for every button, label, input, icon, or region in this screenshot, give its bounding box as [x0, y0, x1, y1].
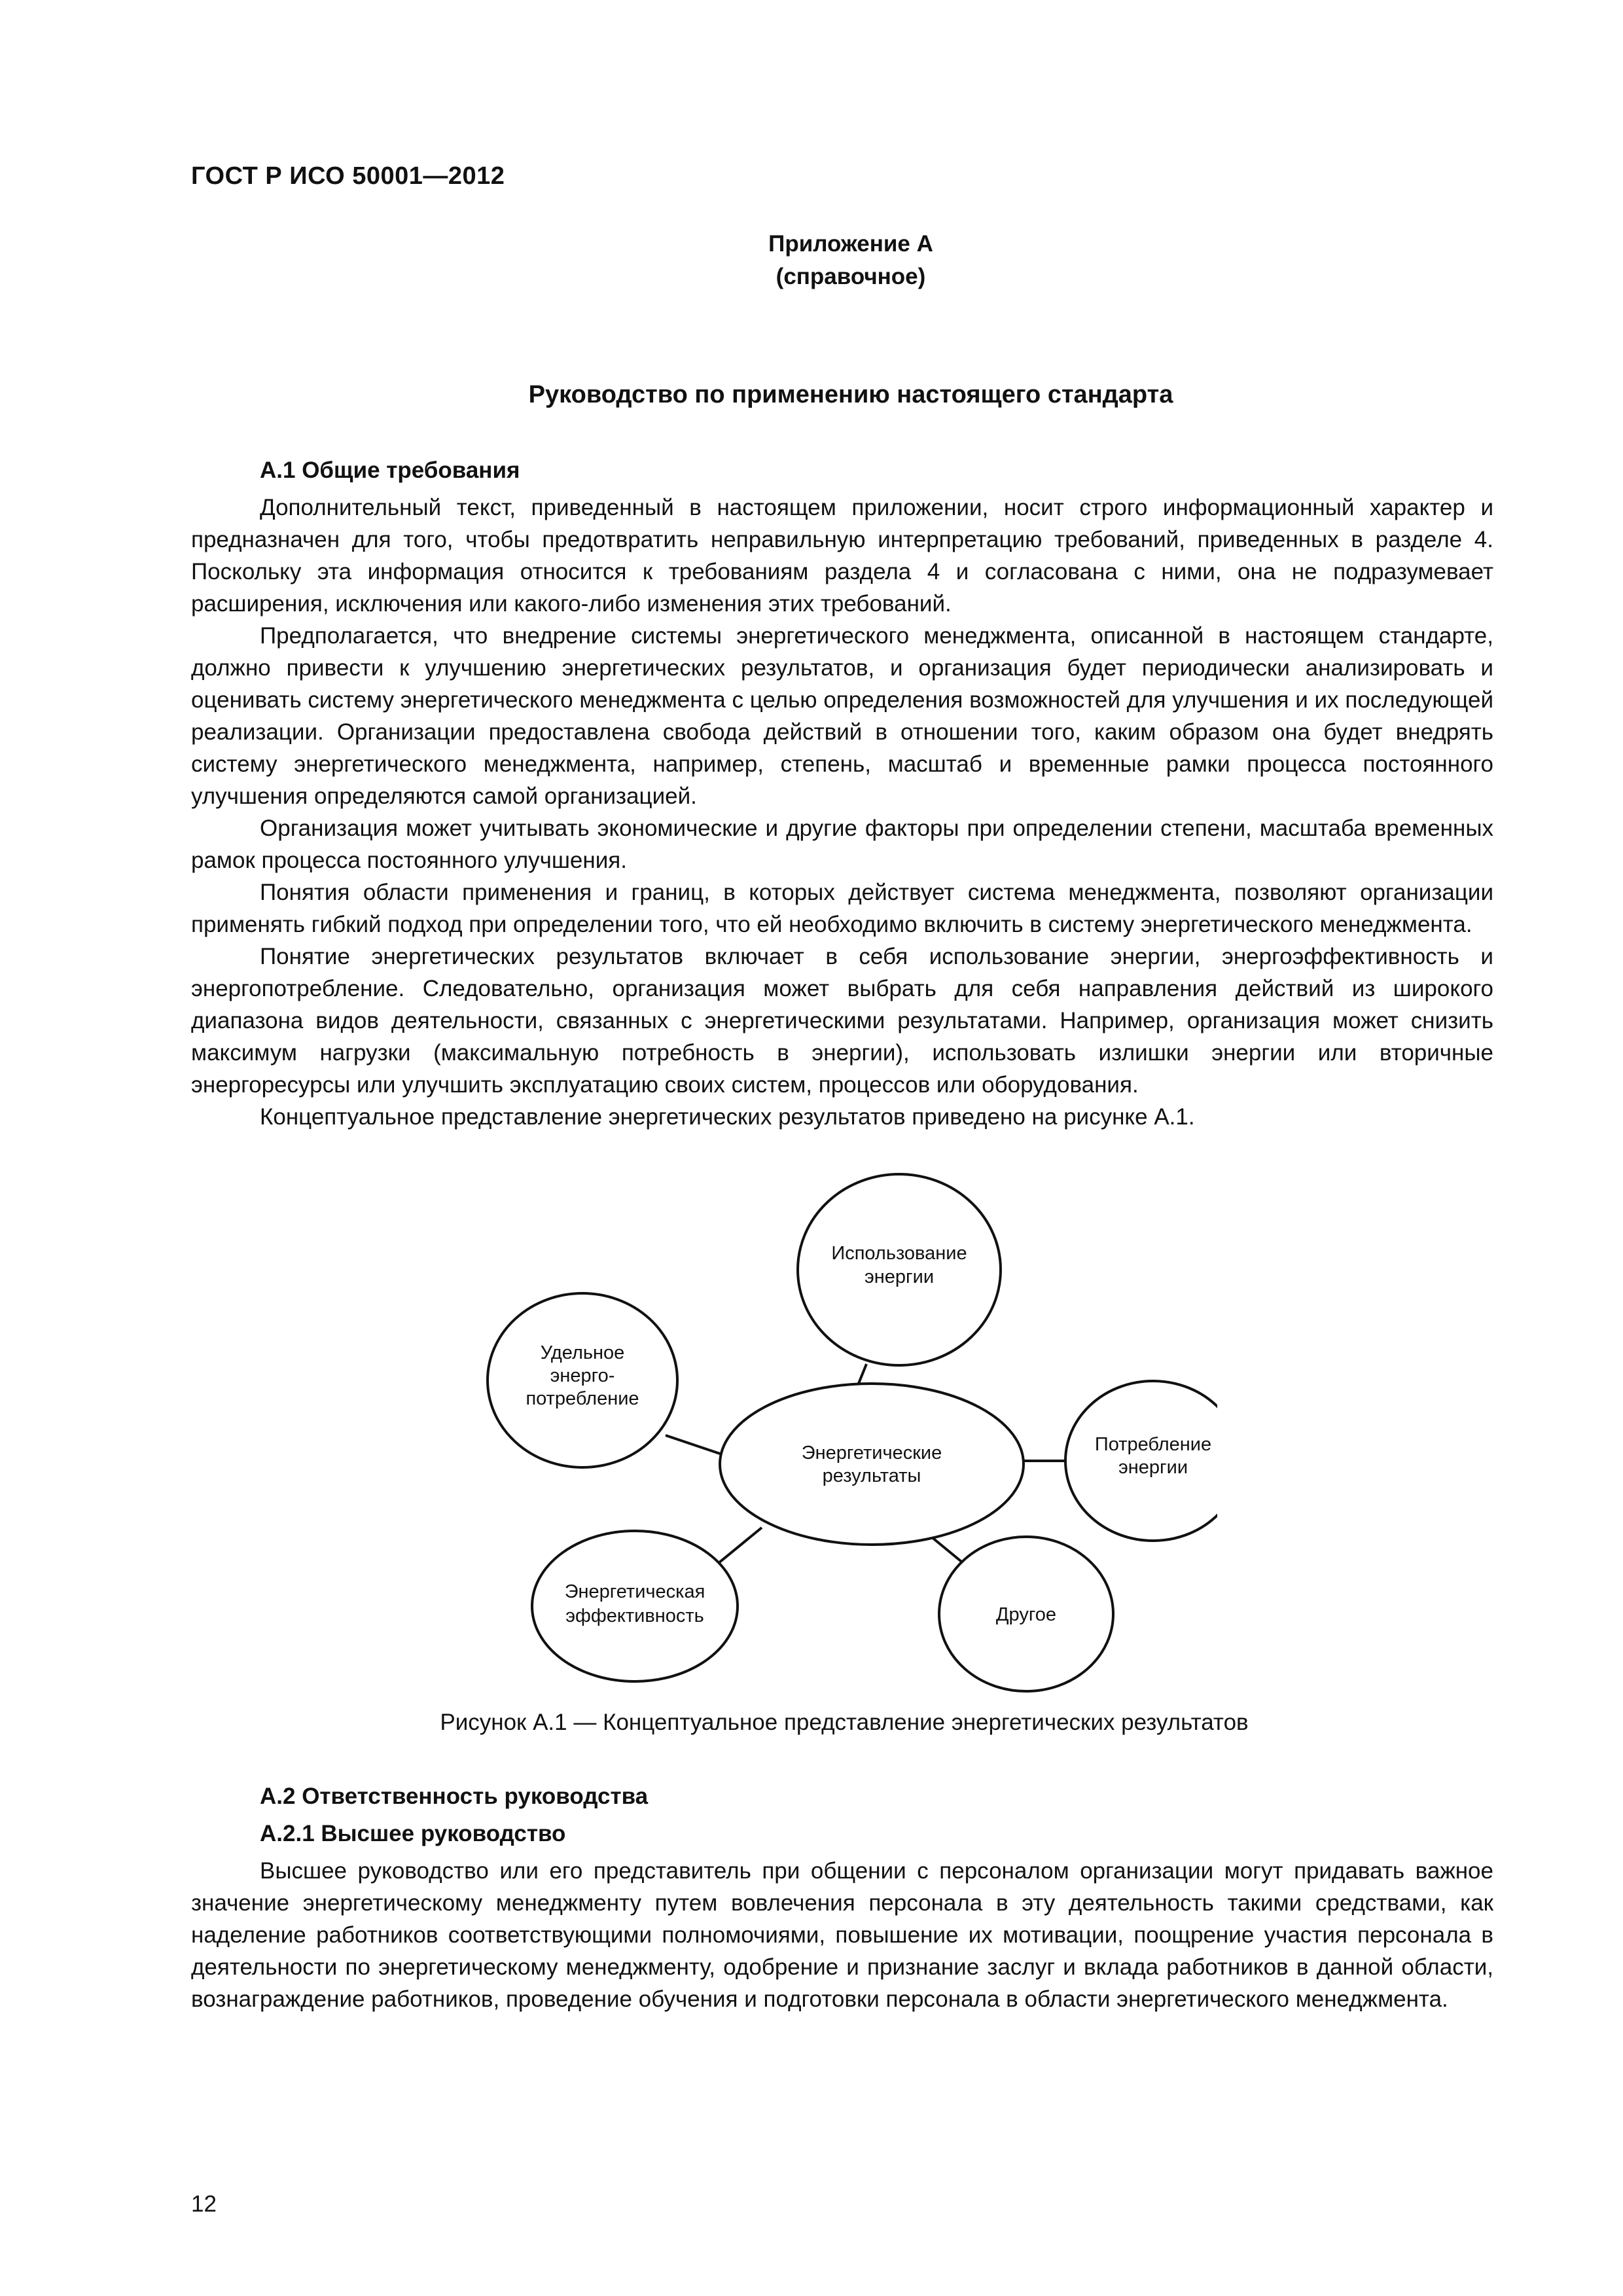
- paragraph: Предполагается, что внедрение системы энергетического менеджмента, описанной в настоящем стандарте, должно привести к улучшению энергетических результатов, и организация будет периодически анализировать и оценивать систему энергетического менеджмента с целью определения возможностей для улучшения и их последующей реализации. Организации предоставлена свобода действий в отношении того, каким образом она будет внедрять систему энергетического менеджмента, например, степень, масштаб и временные рамки процесса постоянного улучшения определяются самой организацией.: [191, 623, 1493, 809]
- document-code: ГОСТ Р ИСО 50001—2012: [191, 162, 505, 190]
- annex-label: [589, 228, 1113, 293]
- section-a2: [191, 1780, 1493, 2015]
- node-other: [939, 1537, 1113, 1691]
- node-energy-performance: [720, 1384, 1024, 1545]
- paragraph: Организация может учитывать экономические и другие факторы при определении степени, масштаба временных рамок процесса постоянного улучшения.: [191, 816, 1493, 873]
- node-energy-use: [798, 1174, 1001, 1365]
- node-label: Энергетическая: [564, 1581, 705, 1602]
- node-label: Удельное: [540, 1342, 625, 1363]
- node-label: Использование: [831, 1243, 967, 1264]
- annex-type: (справочное): [776, 264, 926, 289]
- node-label: эффективность: [565, 1605, 704, 1626]
- node-energy-efficiency: [532, 1531, 738, 1681]
- paragraph: Высшее руководство или его представитель при общении с персоналом организации могут придавать важное значение энергетическому менеджменту путем вовлечения персонала в эту деятельность такими средствами, как наделение работников соответствующими полномочиями, повышение их мотивации, поощрение участия персонала в деятельности по энергетическому менеджменту, одобрение и признание заслуг и вклада работников в данной области, вознаграждение работников, проведение обучения и подготовки персонала в области энергетического менеджмента.: [191, 1858, 1493, 2012]
- node-label: энерго-: [550, 1365, 615, 1386]
- section-heading: А.1 Общие требования: [260, 457, 520, 483]
- node-energy-consumption: [1065, 1381, 1217, 1541]
- energy-performance-diagram: [458, 1172, 1217, 1695]
- section-heading: А.2 Ответственность руководства: [260, 1784, 649, 1809]
- paragraph: Понятия области применения и границ, в которых действует система менеджмента, позволяют организации применять гибкий подход при определении того, что ей необходимо включить в систему энергетического менеджмента.: [191, 880, 1493, 937]
- figure-caption: Рисунок А.1 — Концептуальное представление энергетических результатов: [440, 1710, 1249, 1735]
- subsection-heading: А.2.1 Высшее руководство: [260, 1821, 566, 1846]
- node-label: Другое: [995, 1604, 1057, 1625]
- annex-heading: Руководство по применению настоящего стандарта: [528, 381, 1173, 408]
- node-label: энергии: [1118, 1457, 1188, 1478]
- node-label: результаты: [822, 1465, 921, 1486]
- node-label: Потребление: [1094, 1434, 1212, 1455]
- node-label: Энергетические: [801, 1443, 942, 1463]
- connector-specific: [666, 1435, 722, 1454]
- node-label: энергии: [864, 1266, 935, 1287]
- paragraph: Дополнительный текст, приведенный в настоящем приложении, носит строго информационный характер и предназначен для того, чтобы предотвратить неправильную интерпретацию требований, приведенных в разделе 4. Поскольку эта информация относится к требованиям раздела 4 и согласована с ними, она не подразумевает расширения, исключения или какого-либо изменения этих требований.: [191, 495, 1493, 617]
- node-label: потребление: [526, 1388, 639, 1409]
- page-number: 12: [191, 2191, 217, 2217]
- paragraph: Понятие энергетических результатов включает в себя использование энергии, энергоэффективность и энергопотребление. Следовательно, организация может выбрать для себя направления действий из широкого диапазона видов деятельности, связанных с энергетическими результатами. Например, организация может снизить максимум нагрузки (максимальную потребность в энергии), использовать излишки энергии или вторичные энергоресурсы или улучшить эксплуатацию своих систем, процессов или оборудования.: [191, 944, 1493, 1098]
- paragraph: Концептуальное представление энергетических результатов приведено на рисунке А.1.: [260, 1104, 1195, 1130]
- node-specific-consumption: [488, 1293, 677, 1467]
- annex-title: Приложение А: [768, 231, 933, 257]
- section-a1: [191, 454, 1493, 1133]
